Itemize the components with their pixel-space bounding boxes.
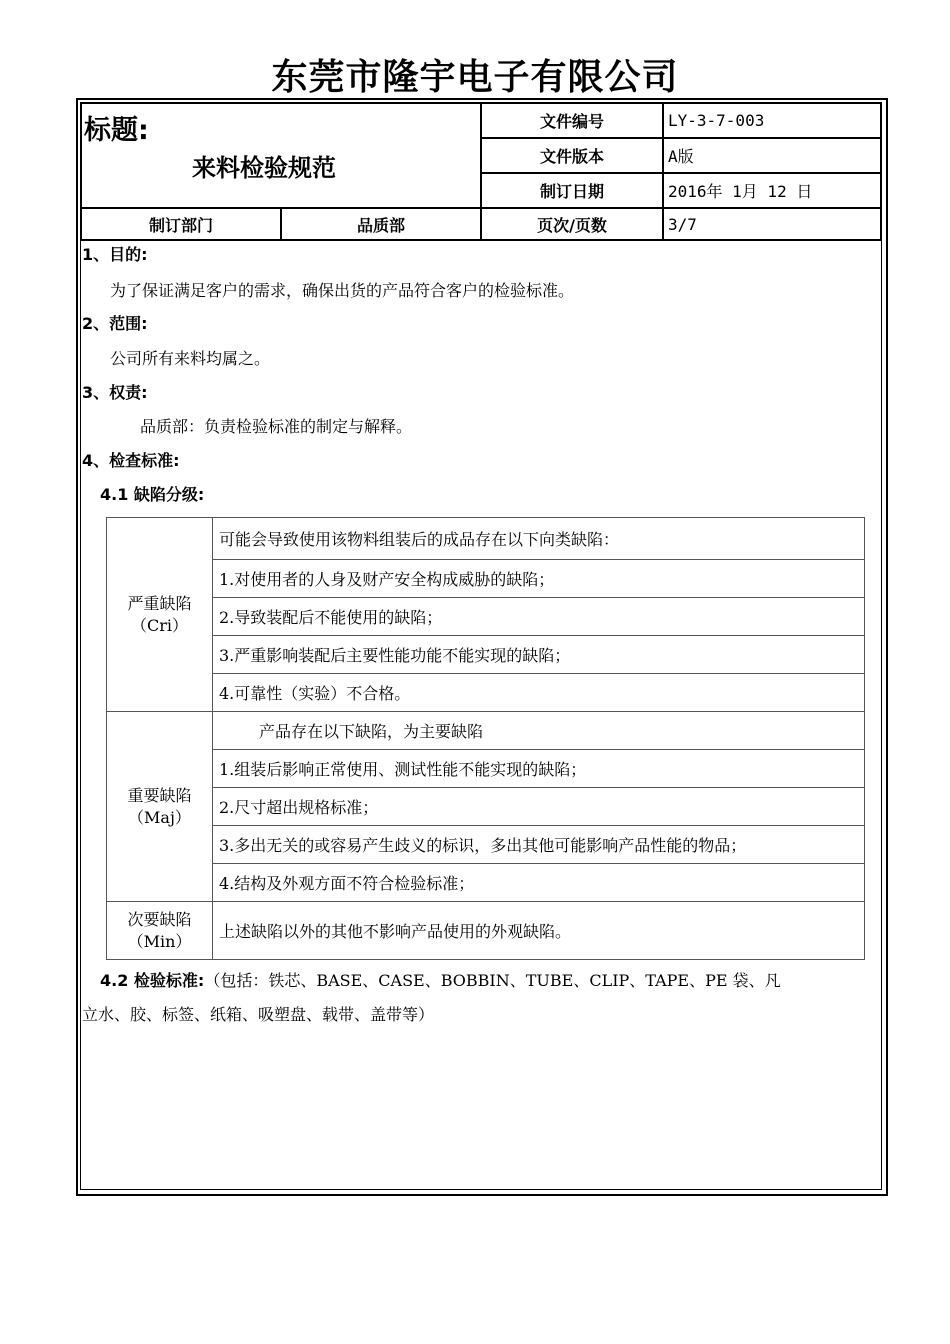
section-2-title: 2、范围: [82, 314, 148, 333]
dept-value: 品质部 [281, 208, 481, 240]
section-4-2-title: 4.2 检验标准: [100, 971, 205, 990]
file-no-value: LY-3-7-003 [663, 103, 881, 138]
section-4-2-text-line1: （包括：铁芯、BASE、CASE、BOBBIN、TUBE、CLIP、TAPE、PE 袋、凡 [204, 971, 781, 990]
major-code: （Maj） [128, 807, 191, 827]
section-3-title: 3、权责: [82, 383, 148, 402]
critical-item: 2.导致装配后不能使用的缺陷； [213, 598, 865, 636]
critical-intro: 可能会导致使用该物料组装后的成品存在以下向类缺陷： [213, 518, 865, 560]
section-4-2 [82, 964, 872, 1032]
version-value: A版 [663, 138, 881, 173]
document-name: 来料检验规范 [192, 154, 336, 182]
major-item: 2.尺寸超出规格标准； [213, 788, 865, 826]
date-label: 制订日期 [481, 173, 663, 208]
critical-category [107, 518, 213, 712]
minor-text: 上述缺陷以外的其他不影响产品使用的外观缺陷。 [213, 902, 865, 960]
header-table [80, 102, 882, 241]
section-2-text: 公司所有来料均属之。 [110, 349, 271, 368]
critical-code: （Cri） [130, 615, 188, 635]
page-label: 页次/页数 [481, 208, 663, 240]
date-value: 2016年 1月 12 日 [663, 173, 881, 208]
major-item: 4.结构及外观方面不符合检验标准； [213, 864, 865, 902]
dept-label: 制订部门 [81, 208, 281, 240]
section-1-text: 为了保证满足客户的需求，确保出货的产品符合客户的检验标准。 [110, 281, 575, 300]
section-4-2-text-line2: 立水、胶、标签、纸箱、吸塑盘、载带、盖带等） [82, 1005, 435, 1024]
page-value: 3/7 [663, 208, 881, 240]
critical-item: 1.对使用者的人身及财产安全构成威胁的缺陷； [213, 560, 865, 598]
critical-name: 严重缺陷 [127, 593, 192, 613]
section-4-1-title: 4.1 缺陷分级: [100, 485, 205, 504]
major-category [107, 712, 213, 902]
major-item: 3.多出无关的或容易产生歧义的标识，多出其他可能影响产品性能的物品； [213, 826, 865, 864]
major-item: 1.组装后影响正常使用、测试性能不能实现的缺陷； [213, 750, 865, 788]
section-3-text: 品质部：负责检验标准的制定与解释。 [140, 417, 413, 436]
company-name: 东莞市隆宇电子有限公司 [271, 57, 679, 98]
minor-name: 次要缺陷 [127, 909, 192, 929]
major-intro: 产品存在以下缺陷，为主要缺陷 [213, 712, 865, 750]
critical-item: 3.严重影响装配后主要性能功能不能实现的缺陷； [213, 636, 865, 674]
file-no-label: 文件编号 [481, 103, 663, 138]
critical-item: 4.可靠性（实验）不合格。 [213, 674, 865, 712]
section-1-title: 1、目的: [82, 245, 148, 264]
version-label: 文件版本 [481, 138, 663, 173]
title-label: 标题: [84, 115, 149, 146]
minor-category [107, 902, 213, 960]
minor-code: （Min） [127, 931, 192, 951]
defect-classification-table [106, 517, 865, 960]
major-name: 重要缺陷 [127, 785, 192, 805]
title-cell [81, 103, 481, 208]
section-4-title: 4、检查标准: [82, 451, 180, 470]
